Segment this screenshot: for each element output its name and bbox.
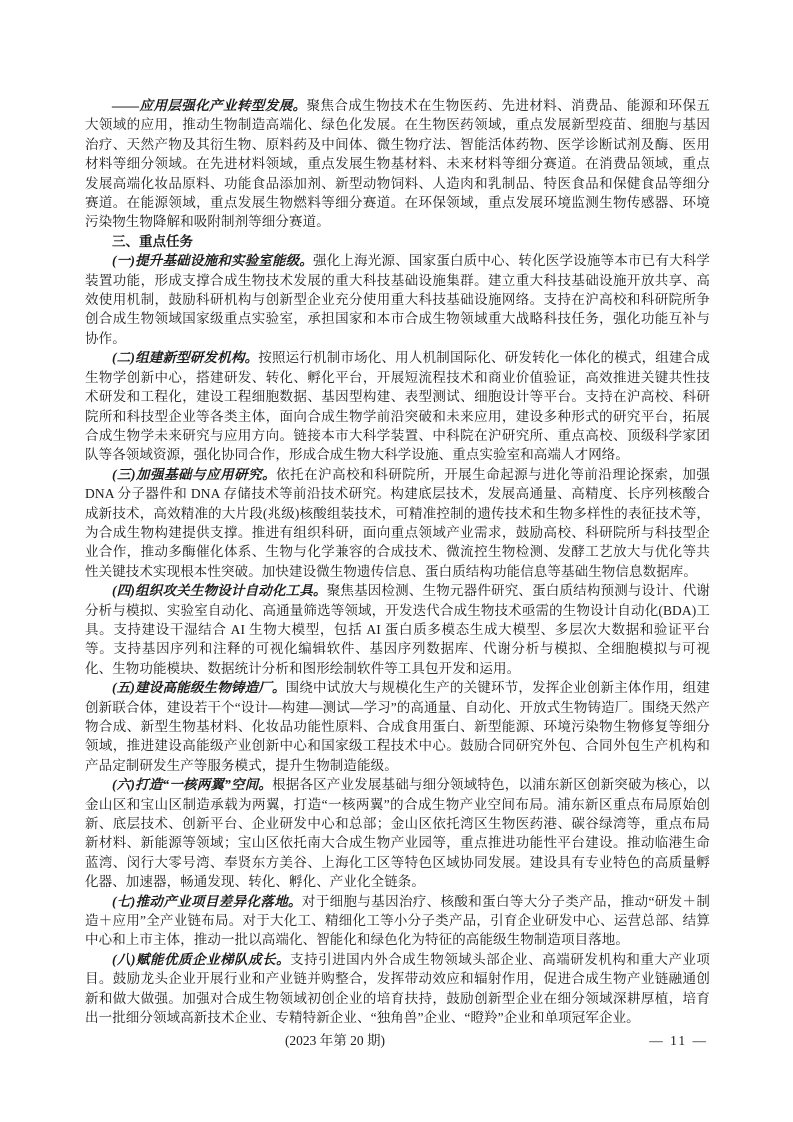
task-paragraph	[85, 251, 710, 348]
paragraph-lead: (一)提升基础设施和实验室能级。	[112, 253, 314, 269]
paragraph-body-text: 对于细胞与基因治疗、核酸和蛋白等大分子类产品，推动“研发＋制造＋应用”全产业链布局。对于大化工、精细化工等小分子类产品，引育企业研发中心、运营总部、结算中心和上市主体，推动一批以高端化、智能化和绿色化为特征的高能级生物制造项目落地。	[85, 893, 710, 948]
paragraph-body-text: 聚焦合成生物技术在生物医药、先进材料、消费品、能源和环保五大领域的应用，推动生物制造高端化、绿色化发展。在生物医药领域，重点发展新型疫苗、细胞与基因治疗、天然产物及其衍生物、原料药及中间体、微生物疗法、智能活体药物、医学诊断试剂及酶、医用材料等细分领域。在先进材料领域，重点发展生物基材料、未来材料等细分赛道。在消费品领域，重点发展高端化妆品原料、功能食品添加剂、新型动物饲料、人造肉和乳制品、特医食品和保健食品等细分赛道。在能源领域，重点发展生物燃料等细分赛道。在环保领域，重点发展环境监测生物传感器、环境污染物生物降解和吸附制剂等细分赛道。	[85, 98, 710, 230]
issue-label: (2023 年第 20 期)	[284, 1032, 386, 1048]
paragraph-lead: (六)打造“一核两翼”空间。	[112, 777, 273, 793]
paragraph-body-text: 根据各区产业发展基础与细分领域特色，以浦东新区创新突破为核心，以金山区和宝山区制造承载为两翼，打造“一核两翼”的合成生物产业空间布局。浦东新区重点布局原始创新、底层技术、创新平台、企业研发中心和总部；金山区依托湾区生物医药港、碳谷绿湾等，重点布局新材料、新能源等领域；宝山区依托南大合成生物产业园等，重点推进功能性平台建设。推动临港生命蓝湾、闵行大零号湾、奉贤东方美谷、上海化工区等特色区域协同发展。建设具有专业特色的高质量孵化器、加速器，畅通发现、转化、孵化、产业化全链条。	[85, 777, 710, 890]
intro-paragraph	[85, 96, 710, 232]
paragraph-body-text: 聚焦基因检测、生物元器件研究、蛋白质结构预测与设计、代谢分析与模拟、实验室自动化、高通量筛选等领域，开发迭代合成生物技术亟需的生物设计自动化(BDA)工具。支持建设干湿结合 AI 生物大模型，包括 AI 蛋白质多模态生成大模型、多层次大数据和验证平台等。支持基因序列和注释的可视化编辑软件、基因序列数据库、代谢分析与模拟、全细胞模拟与可视化、生物功能模块、数据统计分析和图形绘制软件等工具包开发和运用。	[85, 583, 710, 676]
task-paragraph	[85, 581, 710, 678]
paragraph-body-text: 依托在沪高校和科研院所，开展生命起源与进化等前沿理论探索，加强 DNA 分子器件和 DNA 存储技术等前沿技术研究。构建底层技术，发展高通量、高精度、长序列核酸合成新技术，高效精准的大片段(兆级)核酸组装技术，可精准控制的遗传技术和生物多样性的表征技术等，为合成生物构建提供支撑。推进有组织科研，面向重点领域产业需求，鼓励高校、科研院所与科技型企业合作，推动多酶催化体系、生物与化学兼容的合成技术、微流控生物检测、发酵工艺放大与优化等共性关键技术实现根本性突破。加快建设微生物遗传信息、蛋白质结构功能信息等基础生物信息数据库。	[85, 466, 710, 579]
paragraph-lead: (四)组织攻关生物设计自动化工具。	[112, 583, 327, 599]
task-paragraph	[85, 892, 710, 950]
page-footer	[85, 1031, 710, 1050]
task-paragraph	[85, 950, 710, 1028]
paragraph-lead: (三)加强基础与应用研究。	[112, 466, 277, 482]
paragraph-body-text: 围绕中试放大与规模化生产的关键环节，发挥企业创新主体作用，组建创新联合体，建设若干个“设计—构建—测试—学习”的高通量、自动化、开放式生物铸造厂。围绕天然产物合成、新型生物基材料、化妆品功能性原料、合成食用蛋白、新型能源、环境污染物生物修复等细分领域，推进建设高能级产业创新中心和国家级工程技术中心。鼓励合同研究外包、合同外包生产机构和产品定制研发生产等服务模式，提升生物制造能级。	[85, 680, 710, 773]
section-heading: 三、重点任务	[112, 233, 193, 249]
paragraph-lead: (二)组建新型研发机构。	[112, 350, 259, 366]
paragraph-lead: ——应用层强化产业转型发展。	[112, 98, 307, 113]
task-paragraphs	[85, 251, 710, 1027]
paragraph-body-text: 按照运行机制市场化、用人机制国际化、研发转化一体化的模式，组建合成生物学创新中心，搭建研发、转化、孵化平台，开展短流程技术和商业价值验证，高效推进关键共性技术研发和工程化，建设工程细胞数据、基因型构建、表型测试、细胞设计等平台。支持在沪高校、科研院所和科技型企业等各类主体，面向合成生物学前沿突破和未来应用，建设多种形式的研究平台，拓展合成生物学未来研究与应用方向。链接本市大科学装置、中科院在沪研究所、重点高校、顶级科学家团队等各领域资源，强化协同合作，形成合成生物大科学设施、重点实验室和高端人才网络。	[85, 350, 710, 463]
paragraph-body-text: 强化上海光源、国家蛋白质中心、转化医学设施等本市已有大科学装置功能，形成支撑合成生物技术发展的重大科技基础设施集群。建立重大科技基础设施开放共享、高效使用机制，鼓励科研机构与创新型企业充分使用重大科技基础设施网络。支持在沪高校和科研院所争创合成生物领域国家级重点实验室，承担国家和本市合成生物领域重大战略科技任务，强化功能互补与协作。	[85, 253, 710, 346]
page-number: — 11 —	[649, 1032, 708, 1048]
paragraph-body-text: 支持引进国内外合成生物领域头部企业、高端研发机构和重大产业项目。鼓励龙头企业开展行业和产业链并购整合，发挥带动效应和辐射作用，促进合成生物产业链融通创新和做大做强。加强对合成生物领域初创企业的培育扶持，鼓励创新型企业在细分领域深耕厚植，培育出一批细分领域高新技术企业、专精特新企业、“独角兽”企业、“瞪羚”企业和单项冠军企业。	[85, 951, 710, 1026]
paragraph-lead: (八)赋能优质企业梯队成长。	[112, 951, 291, 967]
task-paragraph	[85, 348, 710, 464]
task-paragraph	[85, 465, 710, 581]
task-paragraph	[85, 775, 710, 891]
task-paragraph	[85, 678, 710, 775]
paragraph-lead: (七)推动产业项目差异化落地。	[112, 893, 302, 909]
paragraph-lead: (五)建设高能级生物铸造厂。	[112, 680, 286, 696]
